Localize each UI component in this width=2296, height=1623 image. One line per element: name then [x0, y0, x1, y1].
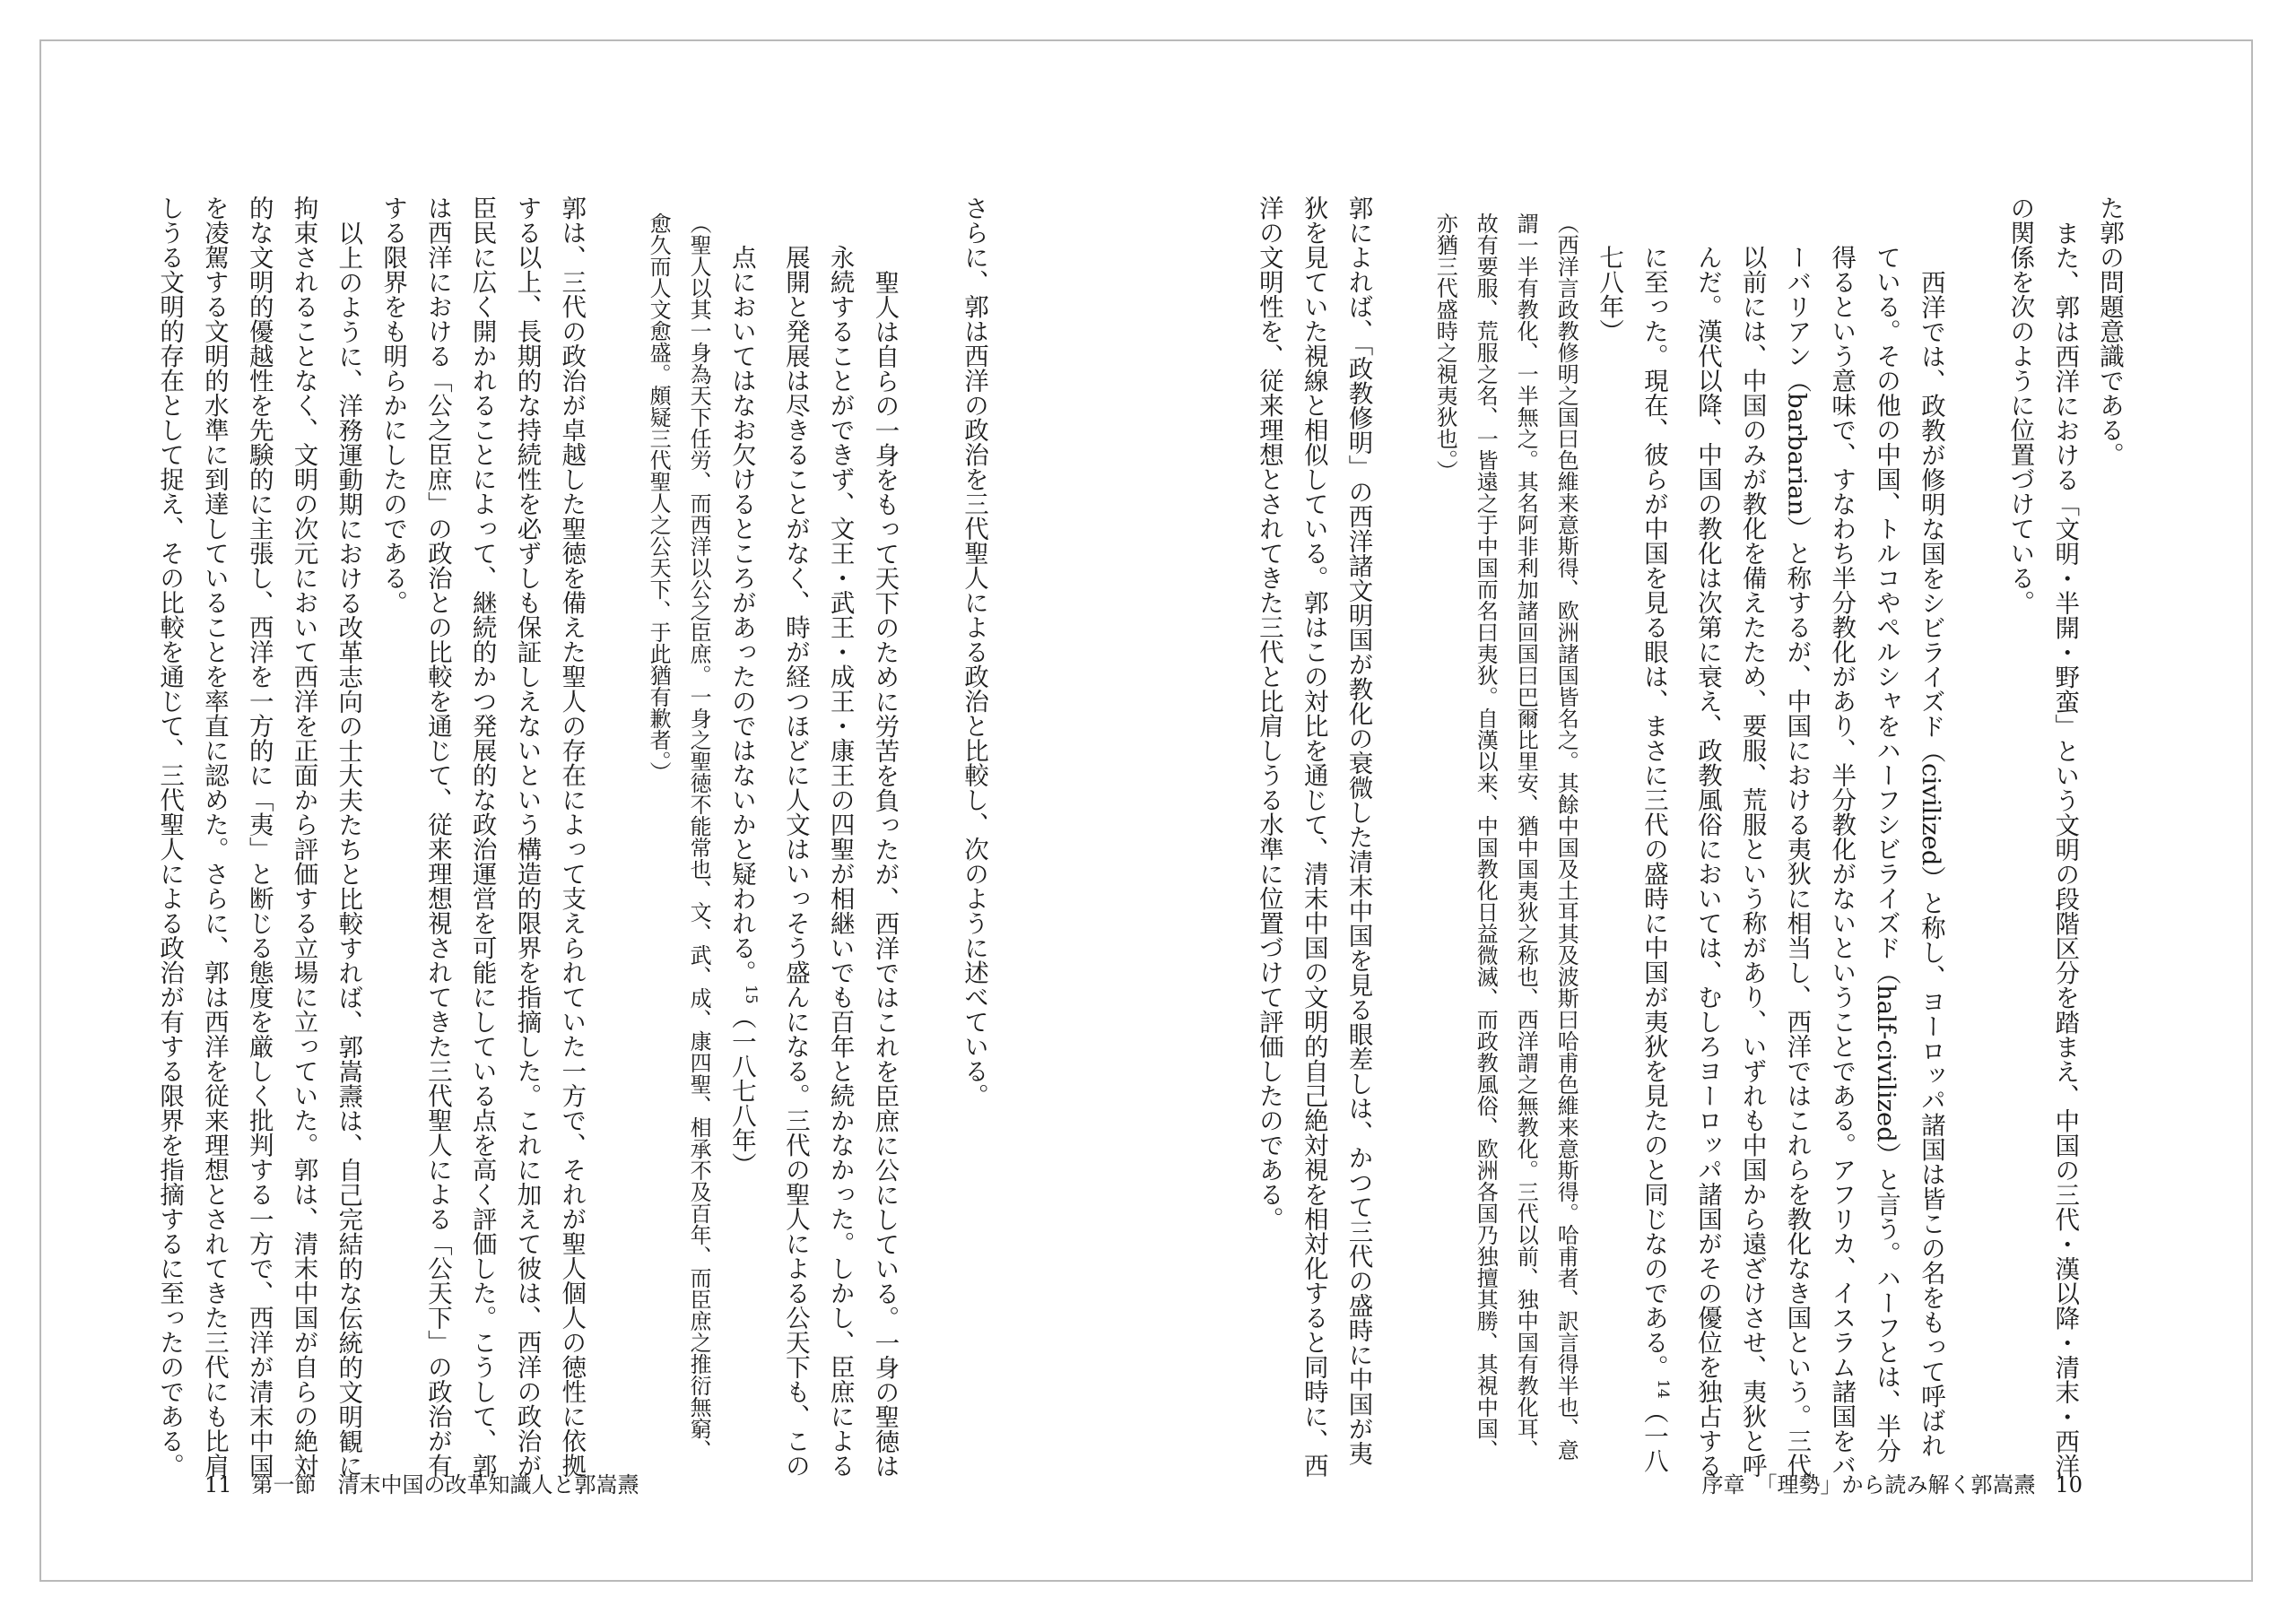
spacer [1379, 195, 1424, 204]
kanbun-original: （西洋言政教修明之国曰色維来意斯得、欧洲諸国皆名之。其餘中国及土耳其及波斯曰哈甫色維来意斯得。哈甫者、訳言得半也、意謂一半有教化、一半無之。其名阿非利加諸回国曰巴爾比里安、猶中国夷狄之称也、西洋謂之無教化。三代以前、独中国有教化耳、故有要服、荒服之名、一皆遠之于中国而名曰夷狄。自漢以来、中国教化日益微滅、而政教風俗、欧洲各国乃独擅其勝、其視中国、亦猶三代盛時之視夷狄也。） [1432, 213, 1579, 1462]
quote-text: 聖人は自らの一身をもって天下のために労苦を負ったが、西洋ではこれを臣庶に公にしている。一身の聖徳は永続することができず、文王・武王・成王・康王の四聖が相継いでも百年と続かなかった。しかし、臣庶による展開と発展は尽きることがなく、時が経つほどに人文はいっそう盛んになる。三代の聖人による公天下も、この点においてはなお欠けるところがあったのではないかと疑われる。 [726, 245, 900, 1478]
running-footer-left [204, 1467, 639, 1498]
paragraph: 以上のように、洋務運動期における改革志向の士大夫たちと比較すれば、郭嵩燾は、自己完結的な伝統的文明観に拘束されることなく、文明の次元において西洋を正面から評価する立場に立っていた。郭は、清末中国が自らの絶対的な文明的優越性を先験的に主張し、西洋を一方的に「夷」と断じる態度を厳しく批判する一方で、西洋が清末中国を凌駕する文明的水準に到達していることを率直に認めた。さらに、郭は西洋を従来理想とされてきた三代にも比肩しうる文明的存在として捉え、その比較を通じて、三代聖人による政治が有する限界を指摘するに至ったのである。 [155, 195, 363, 1478]
paragraph: た郭の問題意識である。 [2095, 195, 2124, 467]
quote-date: （一八七八年） [726, 1003, 756, 1177]
spacer [1952, 195, 1997, 204]
left-page-text [152, 195, 996, 1478]
running-heading: 序章 「理勢」から読み解く郭嵩燾 [1701, 1472, 2036, 1497]
paragraph: 郭は、三代の政治が卓越した聖徳を備えた聖人の存在によって支えられていた一方で、それが聖人個人の徳性に依拠する以上、長期的な持続性を必ずしも保証しえないという構造的限界を指摘した。これに加えて彼は、西洋の政治が臣民に広く開かれることによって、継続的かつ発展的な政治運営を可能にしている点を高く評価した。こうして、郭は西洋における「公之臣庶」の政治との比較を通じて、従来理想視されてきた三代聖人による「公天下」の政治が有する限界をも明らかにしたのである。 [378, 195, 587, 1478]
spacer [906, 195, 951, 204]
spacer [593, 195, 638, 204]
paragraph: また、郭は西洋における「文明・半開・野蛮」という文明の段階区分を踏まえ、中国の三代・漢以降・清末・西洋の関係を次のように位置づけている。 [2005, 195, 2080, 1478]
paragraph: さらに、郭は西洋の政治を三代聖人による政治と比較し、次のように述べている。 [960, 195, 988, 1108]
footnote-marker: 15 [742, 985, 761, 1004]
paragraph: 郭によれば、「政教修明」の西洋諸文明国が教化の衰微した清末中国を見る眼差しは、かつて三代の盛時に中国が夷狄を見ていた視線と相似している。郭はこの対比を通じて、清末中国の文明的自己絶対視を相対化すると同時に、西洋の文明性を、従来理想とされてきた三代と比肩しうる水準に位置づけて評価したのである。 [1254, 195, 1373, 1478]
page-number: 10 [2055, 1472, 2083, 1497]
quote-date: （一八七八年） [1595, 245, 1668, 1473]
page-number: 11 [204, 1472, 232, 1497]
kanbun-original: （聖人以其一身為天下任労、而西洋以公之臣庶。一身之聖徳不能常也、文、武、成、康四聖、相承不及百年、而臣庶之推衍無窮、愈久而人文愈盛。頗疑三代聖人之公天下、于此猶有歉者。） [646, 213, 712, 1462]
right-page-text [1254, 195, 2131, 1478]
footnote-marker: 14 [1654, 1379, 1673, 1399]
right-page [1148, 0, 2296, 1623]
block-quote [1586, 195, 1952, 1478]
running-footer-right [1701, 1467, 2083, 1498]
block-quote [718, 195, 906, 1478]
running-heading: 第一節 清末中国の改革知識人と郭嵩燾 [251, 1472, 639, 1497]
quote-text: 西洋では、政教が修明な国をシビライズド（civilized）と称し、ヨーロッパ諸国は皆この名をもって呼ばれている。その他の中国、トルコやペルシャをハーフシビライズド（half-civilized）と言う。ハーフとは、半分得るという意味で、すなわち半分教化があり、半分教化がないということである。アフリカ、イスラム諸国をバーバリアン（barbarian）と称するが、中国における夷狄に相当し、西洋ではこれらを教化なき国という。三代以前には、中国のみが教化を備えたため、要服、荒服という称があり、いずれも中国から遠ざけさせ、夷狄と呼んだ。漢代以降、中国の教化は次第に衰え、政教風俗においては、むしろヨーロッパ諸国がその優位を独占するに至った。現在、彼らが中国を見る眼は、まさに三代の盛時に中国が夷狄を見たのと同じなのである。 [1639, 245, 1945, 1478]
